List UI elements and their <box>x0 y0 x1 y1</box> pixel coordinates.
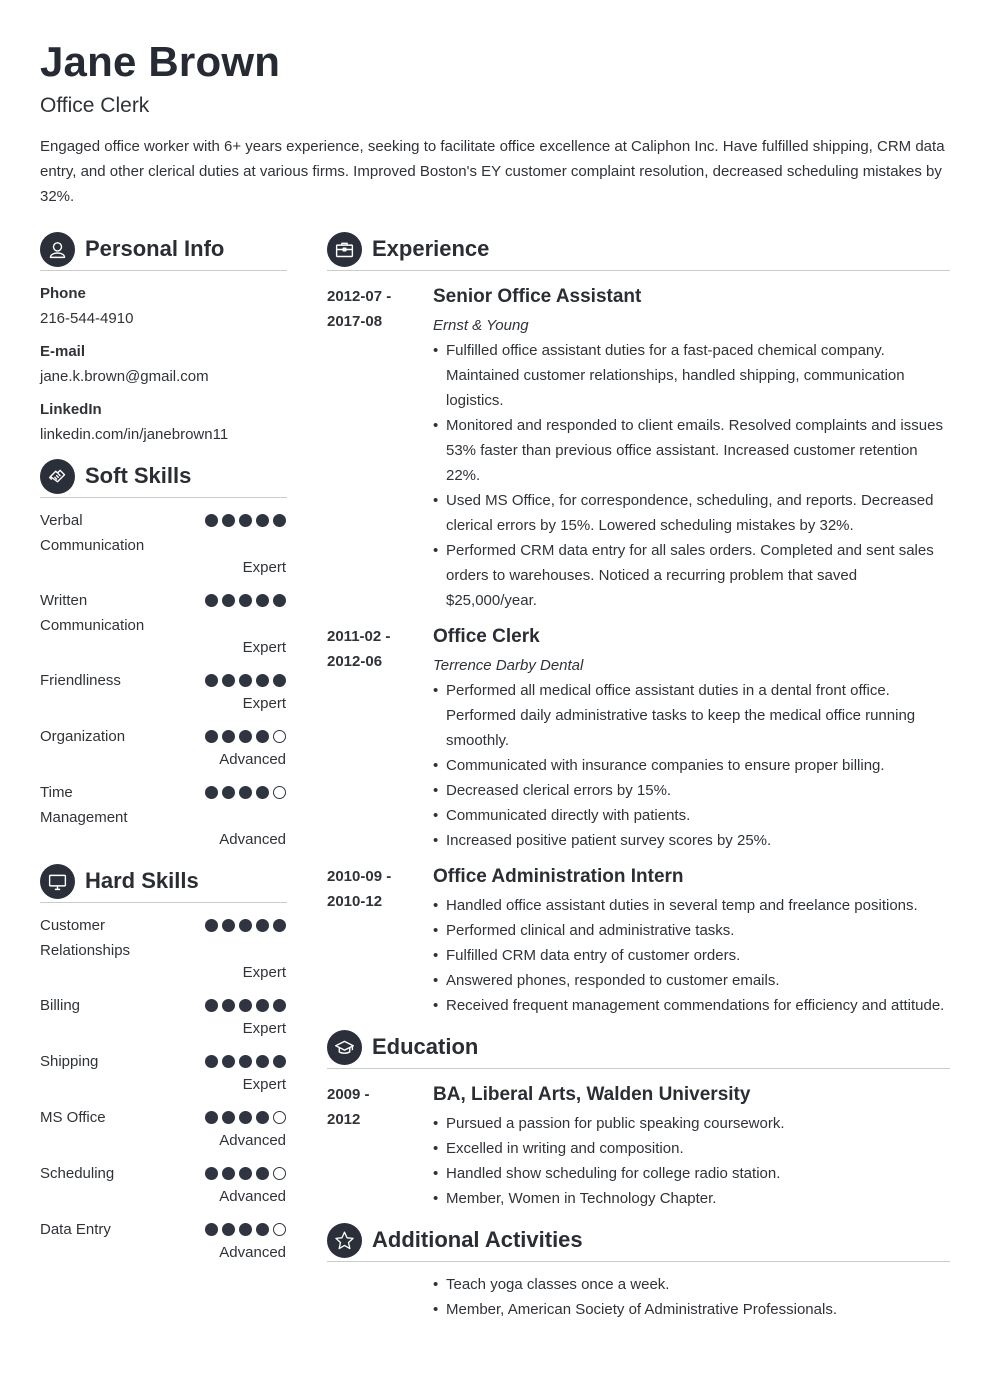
skill-rating <box>205 730 286 743</box>
job-title: Senior Office Assistant <box>433 286 642 307</box>
job-date-start: 2010-09 - <box>327 868 392 885</box>
linkedin-label: LinkedIn <box>40 401 102 418</box>
skill-name: Friendliness <box>40 672 121 689</box>
education-header <box>327 1029 478 1065</box>
list-item: • Member, American Society of Administrative Professionals. <box>433 1297 950 1322</box>
monitor-icon <box>40 864 75 899</box>
list-item: • Fulfilled CRM data entry of customer orders. <box>433 943 950 968</box>
briefcase-icon <box>327 232 362 267</box>
rating-dot-filled <box>273 594 286 607</box>
skill-level: Expert <box>242 559 286 576</box>
education-degree: BA, Liberal Arts, Walden University <box>433 1084 751 1105</box>
list-item: • Communicated directly with patients. <box>433 803 950 828</box>
skill-level: Expert <box>242 964 286 981</box>
rating-dot-filled <box>222 999 235 1012</box>
rating-dot-filled <box>222 1167 235 1180</box>
job-date-start: 2012-07 - <box>327 288 392 305</box>
skill-rating <box>205 1223 286 1236</box>
rating-dot-empty <box>273 730 286 743</box>
job-title: Office Clerk <box>433 626 540 647</box>
rating-dot-filled <box>256 1111 269 1124</box>
education-bullets <box>433 1111 950 1211</box>
rating-dot-filled <box>256 1167 269 1180</box>
rating-dot-filled <box>239 999 252 1012</box>
rating-dot-filled <box>239 730 252 743</box>
skill-rating <box>205 1055 286 1068</box>
rating-dot-empty <box>273 1223 286 1236</box>
rating-dot-filled <box>205 594 218 607</box>
list-item: • Fulfilled office assistant duties for a fast-paced chemical company. Maintained customer relationships, handled shipping, communication logistics. <box>433 338 950 413</box>
hard-skills-heading: Hard Skills <box>85 868 199 893</box>
job-bullets <box>433 893 950 1018</box>
skill-rating <box>205 1111 286 1124</box>
rating-dot-filled <box>222 514 235 527</box>
rating-dot-filled <box>205 730 218 743</box>
rating-dot-empty <box>273 1111 286 1124</box>
rating-dot-empty <box>273 1167 286 1180</box>
rating-dot-filled <box>205 919 218 932</box>
rating-dot-filled <box>239 1055 252 1068</box>
job-date-start: 2011-02 - <box>327 628 391 645</box>
rating-dot-filled <box>256 919 269 932</box>
candidate-title: Office Clerk <box>40 94 150 117</box>
list-item: • Handled show scheduling for college radio station. <box>433 1161 950 1186</box>
list-item: • Received frequent management commendations for efficiency and attitude. <box>433 993 950 1018</box>
skill-level: Expert <box>242 695 286 712</box>
rating-dot-filled <box>222 1223 235 1236</box>
section-divider <box>327 1261 950 1262</box>
rating-dot-filled <box>256 1223 269 1236</box>
rating-dot-filled <box>222 1111 235 1124</box>
hard-skills-header <box>40 863 199 899</box>
rating-dot-filled <box>222 674 235 687</box>
star-icon <box>327 1223 362 1258</box>
list-item: • Decreased clerical errors by 15%. <box>433 778 950 803</box>
skill-name: Customer Relationships <box>40 917 131 959</box>
list-item: • Teach yoga classes once a week. <box>433 1272 950 1297</box>
rating-dot-filled <box>205 1055 218 1068</box>
section-divider <box>327 1068 950 1069</box>
list-item: • Performed all medical office assistant duties in a dental front office. Performed daily administrative tasks to keep the medical office running smoothly. <box>433 678 950 753</box>
rating-dot-filled <box>205 1167 218 1180</box>
job-bullets <box>433 678 950 853</box>
skill-level: Expert <box>242 1020 286 1037</box>
candidate-name: Jane Brown <box>40 38 281 85</box>
rating-dot-filled <box>222 1055 235 1068</box>
skill-rating <box>205 594 286 607</box>
graduation-cap-icon <box>327 1030 362 1065</box>
skill-rating <box>205 999 286 1012</box>
rating-dot-filled <box>205 514 218 527</box>
activities-header <box>327 1222 583 1258</box>
skill-rating <box>205 514 286 527</box>
rating-dot-empty <box>273 786 286 799</box>
rating-dot-filled <box>256 594 269 607</box>
skill-level: Advanced <box>219 751 286 768</box>
education-date-start: 2009 - <box>327 1086 370 1103</box>
rating-dot-filled <box>239 1111 252 1124</box>
skill-name: Time Management <box>40 784 128 826</box>
rating-dot-filled <box>239 674 252 687</box>
rating-dot-filled <box>239 1167 252 1180</box>
list-item: • Handled office assistant duties in several temp and freelance positions. <box>433 893 950 918</box>
job-date <box>327 864 417 914</box>
rating-dot-filled <box>256 1055 269 1068</box>
list-item: • Performed clinical and administrative tasks. <box>433 918 950 943</box>
soft-skills-header <box>40 458 191 494</box>
rating-dot-filled <box>222 919 235 932</box>
job-date-end: 2010-12 <box>327 893 383 910</box>
skill-name: Verbal Communication <box>40 512 145 554</box>
rating-dot-filled <box>222 594 235 607</box>
linkedin-value[interactable]: linkedin.com/in/janebrown11 <box>40 426 229 443</box>
skill-level: Advanced <box>219 1188 286 1205</box>
email-label: E-mail <box>40 343 86 360</box>
skill-name: Shipping <box>40 1053 99 1070</box>
job-date-end: 2012-06 <box>327 653 383 670</box>
list-item: • Performed CRM data entry for all sales orders. Completed and sent sales orders to warehouses. Noticed a recurring problem that saved $25,000/year. <box>433 538 950 613</box>
list-item: • Increased positive patient survey scores by 25%. <box>433 828 950 853</box>
skill-rating <box>205 1167 286 1180</box>
job-bullets <box>433 338 950 613</box>
rating-dot-filled <box>256 999 269 1012</box>
rating-dot-filled <box>205 786 218 799</box>
job-date-end: 2017-08 <box>327 313 383 330</box>
education-heading: Education <box>372 1034 479 1059</box>
rating-dot-filled <box>273 514 286 527</box>
rating-dot-filled <box>222 730 235 743</box>
education-date <box>327 1082 417 1132</box>
phone-label: Phone <box>40 285 86 302</box>
rating-dot-filled <box>205 1223 218 1236</box>
profile-summary: Engaged office worker with 6+ years experience, seeking to facilitate office excellence at Caliphon Inc. Have fulfilled shipping, CRM data entry, and other clerical duties at various firms. Improved Boston's EY customer complaint resolution, decreased scheduling mistakes by 32%. <box>40 138 945 205</box>
rating-dot-filled <box>239 594 252 607</box>
list-item: • Member, Women in Technology Chapter. <box>433 1186 950 1211</box>
job-company: Ernst & Young <box>433 317 529 334</box>
skill-level: Advanced <box>219 1132 286 1149</box>
skill-name: Billing <box>40 997 81 1014</box>
skill-level: Expert <box>242 1076 286 1093</box>
skill-name: Scheduling <box>40 1165 115 1182</box>
person-icon <box>40 232 75 267</box>
skill-name: Organization <box>40 728 126 745</box>
rating-dot-filled <box>239 1223 252 1236</box>
activities-heading: Additional Activities <box>372 1227 583 1252</box>
email-value[interactable]: jane.k.brown@gmail.com <box>40 368 209 385</box>
phone-value[interactable]: 216-544-4910 <box>40 310 134 327</box>
job-company: Terrence Darby Dental <box>433 657 584 674</box>
skill-name: Written Communication <box>40 592 145 634</box>
job-date <box>327 284 417 334</box>
personal-info-header <box>40 231 224 267</box>
skill-name: MS Office <box>40 1109 106 1126</box>
list-item: • Communicated with insurance companies to ensure proper billing. <box>433 753 950 778</box>
rating-dot-filled <box>273 919 286 932</box>
section-divider <box>40 902 287 903</box>
skill-level: Expert <box>242 639 286 656</box>
list-item: • Answered phones, responded to customer emails. <box>433 968 950 993</box>
experience-heading: Experience <box>372 236 490 261</box>
skill-rating <box>205 786 286 799</box>
rating-dot-filled <box>222 786 235 799</box>
soft-skills-heading: Soft Skills <box>85 463 192 488</box>
list-item: • Excelled in writing and composition. <box>433 1136 950 1161</box>
job-date <box>327 624 417 674</box>
experience-header <box>327 231 489 267</box>
education-date-end: 2012 <box>327 1111 361 1128</box>
rating-dot-filled <box>256 514 269 527</box>
rating-dot-filled <box>256 674 269 687</box>
job-title: Office Administration Intern <box>433 866 684 887</box>
rating-dot-filled <box>239 786 252 799</box>
handshake-icon <box>40 459 75 494</box>
rating-dot-filled <box>205 1111 218 1124</box>
section-divider <box>327 270 950 271</box>
personal-info-heading: Personal Info <box>85 236 225 261</box>
rating-dot-filled <box>273 1055 286 1068</box>
rating-dot-filled <box>205 999 218 1012</box>
rating-dot-filled <box>256 786 269 799</box>
skill-name: Data Entry <box>40 1221 111 1238</box>
rating-dot-filled <box>205 674 218 687</box>
section-divider <box>40 497 287 498</box>
skill-rating <box>205 674 286 687</box>
rating-dot-filled <box>273 999 286 1012</box>
rating-dot-filled <box>239 919 252 932</box>
list-item: • Pursued a passion for public speaking coursework. <box>433 1111 950 1136</box>
list-item: • Used MS Office, for correspondence, scheduling, and reports. Decreased clerical errors by 15%. Lowered scheduling mistakes by 32%. <box>433 488 950 538</box>
skill-rating <box>205 919 286 932</box>
rating-dot-filled <box>273 674 286 687</box>
skill-level: Advanced <box>219 1244 286 1261</box>
list-item: • Monitored and responded to client emails. Resolved complaints and issues 53% faster than previous office assistant. Increased customer retention 22%. <box>433 413 950 488</box>
section-divider <box>40 270 287 271</box>
rating-dot-filled <box>256 730 269 743</box>
activities-bullets <box>433 1272 950 1322</box>
skill-level: Advanced <box>219 831 286 848</box>
rating-dot-filled <box>239 514 252 527</box>
